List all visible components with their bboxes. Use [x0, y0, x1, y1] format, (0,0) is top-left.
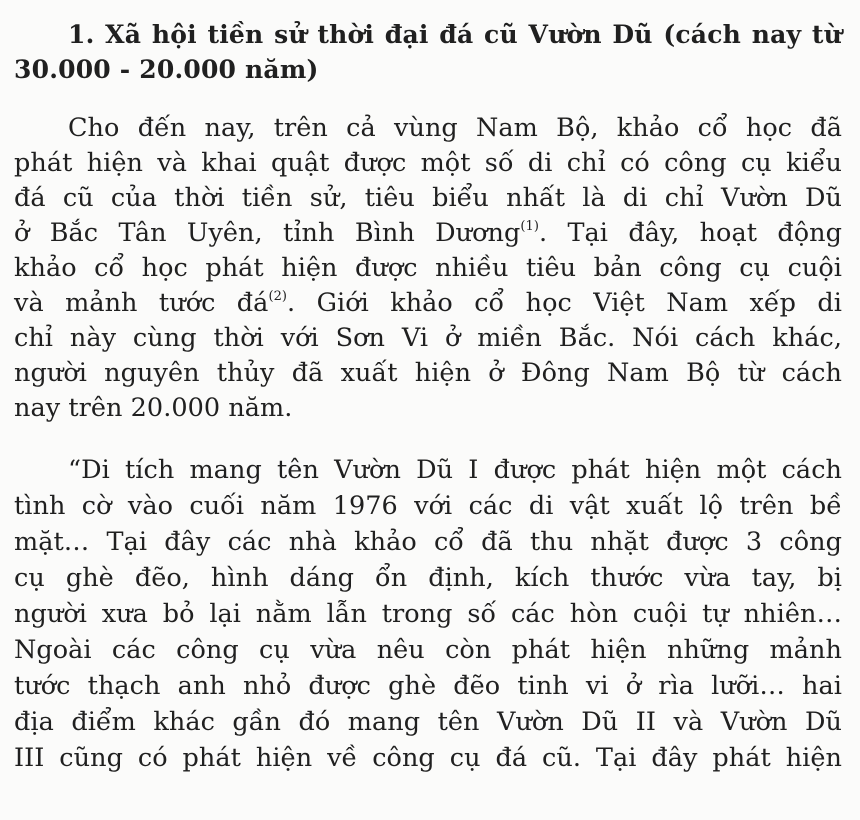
paragraph-2-line-7: tước thạch anh nhỏ được ghè đẽo tinh vi ở rìa lưỡi… hai [14, 671, 842, 701]
paragraph-1-line-2: phát hiện và khai quật được một số di chỉ có công cụ kiểu [14, 148, 842, 178]
paragraph-2-line-4: cụ ghè đẽo, hình dáng ổn định, kích thước vừa tay, bị [14, 563, 842, 593]
footnote-reference-2: (2) [268, 289, 288, 304]
paragraph-1-line-9: nay trên 20.000 năm. [14, 393, 293, 423]
footnote-reference-1: (1) [520, 219, 539, 234]
paragraph-1-line-8: người nguyên thủy đã xuất hiện ở Đông Nam Bộ từ cách [14, 358, 842, 388]
heading-line-2: 30.000 - 20.000 năm) [14, 55, 319, 84]
paragraph-1-line-5: khảo cổ học phát hiện được nhiều tiêu bản công cụ cuội [14, 253, 842, 283]
paragraph-1-line-4-text-before: ở Bắc Tân Uyên, tỉnh Bình Dương [14, 218, 521, 248]
heading-line-1: 1. Xã hội tiền sử thời đại đá cũ Vườn Dũ (cách nay từ [68, 20, 842, 49]
paragraph-2-line-8: địa điểm khác gần đó mang tên Vườn Dũ II và Vườn Dũ [14, 707, 842, 737]
paragraph-2-line-3: mặt… Tại đây các nhà khảo cổ đã thu nhặt được 3 công [14, 527, 842, 557]
paragraph-1-line-1: Cho đến nay, trên cả vùng Nam Bộ, khảo cổ học đã [68, 113, 842, 143]
paragraph-1-line-3: đá cũ của thời tiền sử, tiêu biểu nhất là di chỉ Vườn Dũ [14, 183, 842, 213]
paragraph-1-line-7: chỉ này cùng thời với Sơn Vi ở miền Bắc. Nói cách khác, [14, 323, 842, 353]
paragraph-2-line-9: III cũng có phát hiện về công cụ đá cũ. Tại đây phát hiện [14, 743, 842, 773]
paragraph-2-line-5: người xưa bỏ lại nằm lẫn trong số các hòn cuội tự nhiên… [14, 599, 842, 629]
paragraph-1-line-6 [14, 286, 842, 320]
paragraph-2-line-6: Ngoài các công cụ vừa nêu còn phát hiện những mảnh [14, 635, 842, 665]
paragraph-1-line-4 [14, 216, 842, 250]
paragraph-1-line-6-text-after: . Giới khảo cổ học Việt Nam xếp di [287, 288, 842, 318]
paragraph-2-line-2: tình cờ vào cuối năm 1976 với các di vật xuất lộ trên bề [14, 491, 842, 521]
paragraph-2-line-1: “Di tích mang tên Vườn Dũ I được phát hiện một cách [68, 455, 842, 485]
paragraph-1-line-6-text-before: và mảnh tước đá [14, 288, 269, 318]
paragraph-1-line-4-text-after: . Tại đây, hoạt động [538, 218, 842, 248]
